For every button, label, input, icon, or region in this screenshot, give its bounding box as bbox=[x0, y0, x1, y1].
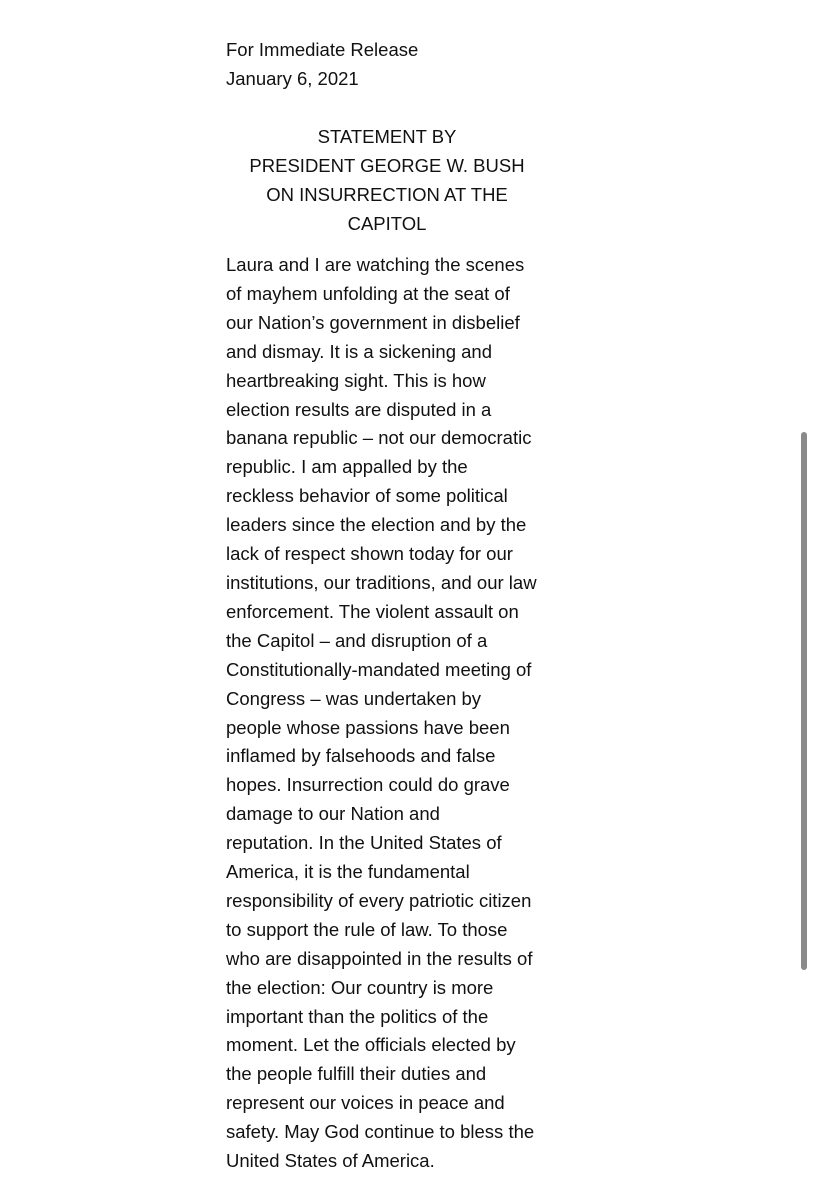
body-line: lack of respect shown today for our bbox=[226, 543, 513, 565]
body-line: who are disappointed in the results of bbox=[226, 947, 533, 969]
body-line: important than the politics of the bbox=[226, 1005, 489, 1027]
body-line: responsibility of every patriotic citizen bbox=[226, 889, 532, 911]
body-line: reckless behavior of some political bbox=[226, 485, 508, 507]
body-line: banana republic – not our democratic bbox=[226, 427, 532, 449]
statement-title bbox=[226, 122, 548, 238]
title-line: STATEMENT BY bbox=[317, 126, 457, 147]
body-line: moment. Let the officials elected by bbox=[226, 1034, 516, 1056]
release-label: For Immediate Release bbox=[226, 39, 419, 60]
body-line: our Nation’s government in disbelief bbox=[226, 311, 520, 333]
body-line: and dismay. It is a sickening and bbox=[226, 340, 492, 362]
title-line: PRESIDENT GEORGE W. BUSH bbox=[249, 155, 525, 176]
body-line: the election: Our country is more bbox=[226, 976, 494, 998]
body-line: to support the rule of law. To those bbox=[226, 918, 508, 940]
body-line: safety. May God continue to bless the bbox=[226, 1121, 535, 1143]
body-line: damage to our Nation and bbox=[226, 803, 440, 825]
body-line: hopes. Insurrection could do grave bbox=[226, 774, 510, 796]
scrollbar-thumb[interactable] bbox=[801, 432, 807, 970]
body-line: represent our voices in peace and bbox=[226, 1092, 505, 1114]
body-line: inflamed by falsehoods and false bbox=[226, 745, 496, 767]
release-date: January 6, 2021 bbox=[226, 68, 359, 89]
body-line: Laura and I are watching the scenes bbox=[226, 254, 525, 275]
body-line: institutions, our traditions, and our law bbox=[226, 571, 537, 593]
body-line: reputation. In the United States of bbox=[226, 832, 502, 854]
statement-body bbox=[226, 251, 566, 1176]
body-line: election results are disputed in a bbox=[226, 398, 492, 420]
body-line: the people fulfill their duties and bbox=[226, 1063, 487, 1085]
body-line: America, it is the fundamental bbox=[226, 861, 470, 883]
body-line: heartbreaking sight. This is how bbox=[226, 369, 486, 391]
body-line: leaders since the election and by the bbox=[226, 514, 527, 536]
body-line: Congress – was undertaken by bbox=[226, 687, 482, 709]
body-line: republic. I am appalled by the bbox=[226, 456, 468, 478]
body-line: of mayhem unfolding at the seat of bbox=[226, 282, 510, 304]
body-line: Constitutionally-mandated meeting of bbox=[226, 658, 532, 680]
title-line: CAPITOL bbox=[347, 213, 427, 234]
body-line: the Capitol – and disruption of a bbox=[226, 629, 488, 651]
body-line: people whose passions have been bbox=[226, 716, 510, 738]
title-line: ON INSURRECTION AT THE bbox=[266, 184, 508, 205]
body-line: United States of America. bbox=[226, 1150, 435, 1172]
body-line: enforcement. The violent assault on bbox=[226, 600, 519, 622]
